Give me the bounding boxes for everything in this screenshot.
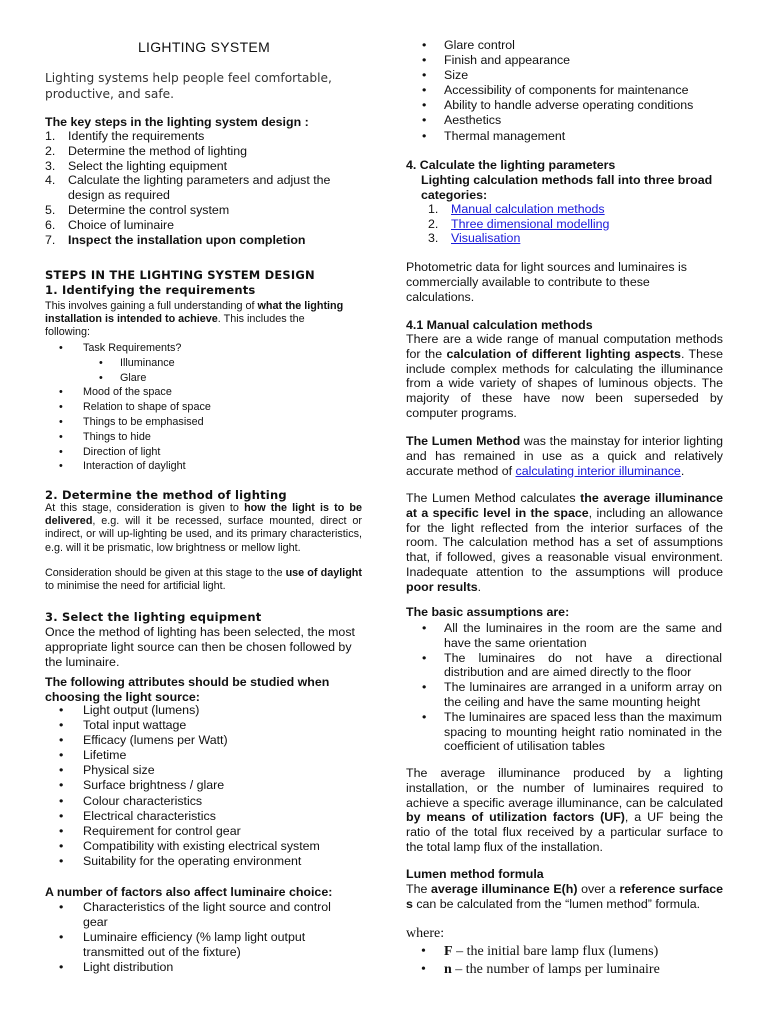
assumptions-list [406, 621, 722, 754]
attributes-heading: The following attributes should be studied when choosing the light source: [45, 675, 330, 704]
list-item: • Size [422, 68, 469, 83]
s4-heading: 4. Calculate the lighting parameters [406, 158, 616, 172]
s2-paragraph-1: At this stage, consideration is given to how the light is to be delivered, e.g. will it be recessed, surface mounted, direct or indirect, or will up-lighting be used, and its primary characteristics, e.g. will it be prismatic, low brightness or mellow light. [45, 502, 362, 554]
photometric-paragraph: Photometric data for light sources and luminaires is commercially available to contribute to these calculations. [406, 260, 687, 304]
list-item: 6. Choice of luminaire [45, 217, 175, 232]
list-item: • Luminaire efficiency (% lamp light output transmitted out of the fixture) [59, 930, 306, 960]
list-item: • n – the number of lamps per luminaire [421, 962, 660, 977]
s2-paragraph-2: Consideration should be given at this stage to the use of daylight to minimise the need for artificial light. [45, 567, 362, 593]
list-item: 4. Calculate the lighting parameters and adjust the design as required [45, 173, 331, 203]
list-item: • Interaction of daylight [59, 460, 186, 473]
list-item: • Things to hide [59, 430, 151, 443]
list-item: • F – the initial bare lamp flux (lumens) [421, 944, 659, 959]
s4-subheading: Lighting calculation methods fall into three broad categories: [421, 173, 713, 202]
lumen-calculates-paragraph: The Lumen Method calculates the average illuminance at a specific level in the space, including an allowance for the light reflected from the interior surfaces of the room. The calculation method has a set of assumptions that, if followed, gives a reasonable visual environment. Inadequate attention to the assumptions will produce poor results. [406, 491, 723, 594]
list-item: 1. Identify the requirements [45, 129, 205, 143]
factors-list [45, 900, 345, 975]
list-item: • Aesthetics [422, 113, 502, 128]
link-manual-calculation[interactable]: Manual calculation methods [451, 202, 605, 216]
list-item: • Efficacy (lumens per Watt) [59, 733, 228, 748]
page-title: LIGHTING SYSTEM [137, 39, 271, 55]
list-item: • All the luminaires in the room are the same and have the same orientation [422, 621, 722, 650]
s1-list [45, 341, 363, 474]
list-item: • Light output (lumens) [59, 703, 200, 717]
assumptions-heading: The basic assumptions are: [406, 605, 570, 619]
list-item: • Compatibility with existing electrical system [59, 838, 320, 853]
list-item: • Finish and appearance [422, 53, 571, 68]
intro-text: Lighting systems help people feel comfortable, productive, and safe. [45, 71, 332, 101]
s3-paragraph: Once the method of lighting has been selected, the most appropriate light source can then be chosen followed by the luminaire. [45, 625, 355, 669]
list-item: 5. Determine the control system [45, 202, 230, 217]
list-item: • The luminaires do not have a directional distribution and are aimed directly to the floor [422, 650, 722, 680]
attributes-list [45, 703, 363, 869]
list-item: • Glare control [422, 38, 515, 52]
list-item: • Mood of the space [59, 386, 172, 399]
list-item: • Glare [99, 371, 147, 384]
list-item: • Suitability for the operating environment [59, 853, 302, 868]
link-three-dimensional[interactable]: Three dimensional modelling [451, 216, 610, 231]
list-item: • The luminaires are spaced less than the maximum spacing to mounting height ratio nominated in the coefficient of utilisation tables [422, 709, 722, 754]
list-item: • Ability to handle adverse operating conditions [422, 98, 694, 113]
uf-paragraph: The average illuminance produced by a lighting installation, or the number of luminaires required to achieve a specific average illuminance, can be calculated by means of utilization factors (UF), a UF being the ratio of the total flux received by a particular surface to the total lamp flux of the installation. [406, 766, 723, 854]
s41-paragraph-1: There are a wide range of manual computation methods for the calculation of different lighting aspects. These include complex methods for calculating the illuminance from a wide variety of shapes of luminous objects. The majority of these have now been superseded by computer programs. [406, 332, 723, 420]
list-item: • Requirement for control gear [59, 823, 241, 838]
s41-heading: 4.1 Manual calculation methods [406, 318, 593, 332]
list-item: • Accessibility of components for maintenance [422, 83, 689, 98]
list-item: 7. Inspect the installation upon completion [45, 232, 306, 247]
s2-heading: 2. Determine the method of lighting [45, 488, 287, 502]
list-item: • Characteristics of the light source and control gear [59, 900, 331, 930]
calculation-methods-list [428, 202, 718, 246]
formula-definitions [406, 943, 723, 979]
list-item: • Electrical characteristics [59, 808, 216, 823]
formula-heading: Lumen method formula [406, 867, 544, 881]
list-item: 2. Three dimensional modelling [428, 216, 610, 231]
list-item: • Colour characteristics [59, 793, 203, 808]
list-item: • Direction of light [59, 445, 161, 458]
factors-heading: A number of factors also affect luminaire choice: [45, 885, 333, 899]
luminaire-factors-list [406, 38, 723, 144]
list-item: • Physical size [59, 763, 155, 778]
list-item: 2. Determine the method of lighting [45, 143, 248, 158]
list-item: • The luminaires are arranged in a uniform array on the ceiling and have the same mounting height [422, 680, 722, 709]
list-item: • Thermal management [422, 128, 566, 143]
list-item: • Task Requirements? [59, 342, 182, 354]
key-steps-heading: The key steps in the lighting system design : [45, 115, 309, 129]
steps-heading: STEPS IN THE LIGHTING SYSTEM DESIGN [45, 268, 315, 282]
s3-heading: 3. Select the lighting equipment [45, 610, 262, 624]
list-item: 1. Manual calculation methods [428, 202, 605, 216]
list-item: • Total input wattage [59, 718, 187, 733]
link-interior-illuminance[interactable]: calculating interior illuminance [515, 463, 681, 478]
list-item: • Lifetime [59, 748, 127, 763]
key-steps-list [45, 129, 363, 247]
s1-paragraph: This involves gaining a full understanding of what the lighting installation is intended to achieve. This includes the following: [45, 300, 344, 339]
where-label: where: [406, 926, 445, 941]
list-item: • Light distribution [59, 960, 174, 975]
list-item: 3. Select the lighting equipment [45, 158, 228, 173]
formula-paragraph: The average illuminance E(h) over a reference surface s can be calculated from the “lumen method” formula. [406, 882, 724, 911]
s1-heading: 1. Identifying the requirements [45, 283, 256, 297]
list-item: • Surface brightness / glare [59, 778, 225, 793]
list-item: • Things to be emphasised [59, 415, 204, 428]
link-visualisation[interactable]: Visualisation [451, 231, 521, 246]
list-item: • Relation to shape of space [59, 401, 211, 414]
lumen-method-paragraph: The Lumen Method was the mainstay for interior lighting and has remained in use as a quick and relatively accurate method of calculating interior illuminance. [406, 434, 723, 478]
list-item: • Illuminance [99, 356, 175, 369]
list-item: 3. Visualisation [428, 231, 521, 246]
